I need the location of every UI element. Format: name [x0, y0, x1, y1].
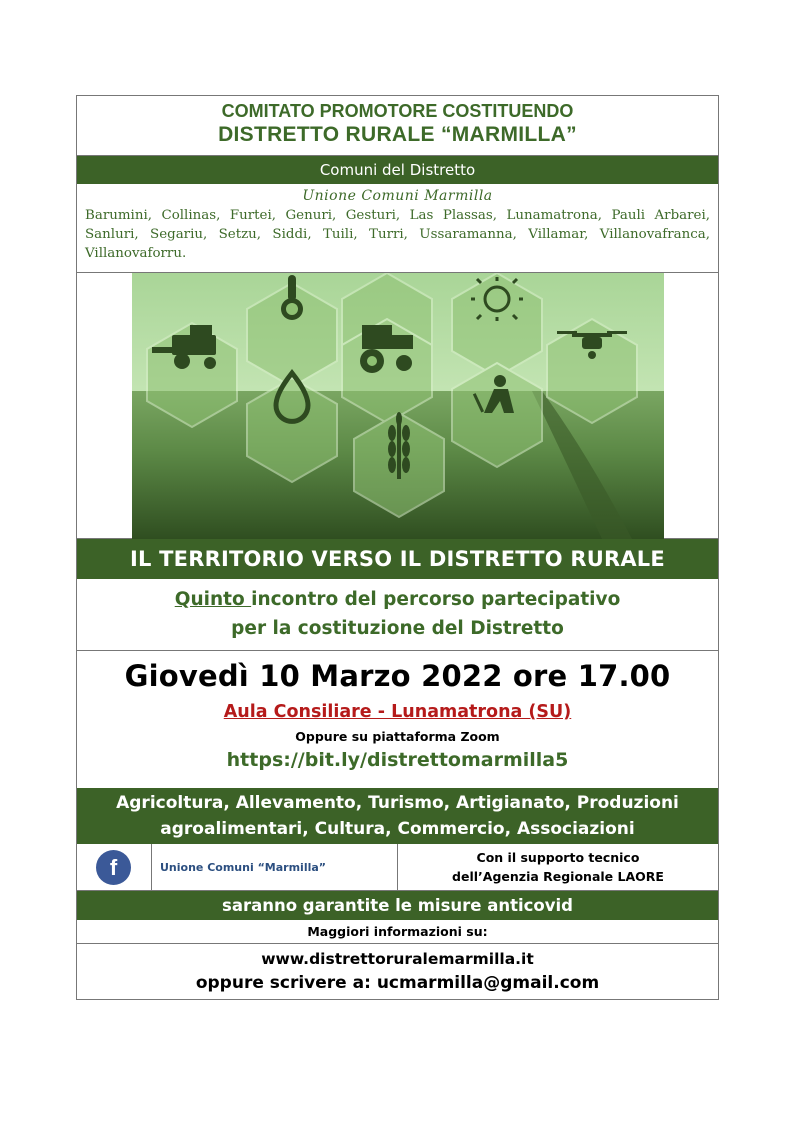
- zoom-link[interactable]: https://bit.ly/distrettomarmilla5: [226, 749, 569, 771]
- event-place: Aula Consiliare - Lunamatrona (SU): [223, 702, 572, 722]
- banner-image: [132, 273, 664, 539]
- subtitle: [77, 579, 718, 651]
- facebook-cell: [77, 844, 152, 891]
- header-line1: COMITATO PROMOTORE COSTITUENDO: [221, 101, 574, 121]
- subtitle-line1: [77, 585, 718, 614]
- support-line2: dell’Agenzia Regionale LAORE: [452, 869, 664, 884]
- event-date: Giovedì 10 Marzo 2022 ore 17.00: [124, 659, 671, 693]
- subtitle-line2: per la costituzione del Distretto: [231, 618, 564, 639]
- partners-row: [77, 844, 718, 891]
- banner-row: [77, 273, 718, 539]
- unione-name: Unione Comuni Marmilla: [302, 188, 493, 204]
- email-contact[interactable]: oppure scrivere a: ucmarmilla@gmail.com: [195, 973, 600, 993]
- subtitle-underlined: Quinto: [174, 589, 252, 610]
- anticovid-bar: saranno garantite le misure anticovid: [77, 891, 718, 920]
- support-line1: Con il supporto tecnico: [476, 850, 640, 865]
- contacts-section: [77, 944, 718, 1001]
- flyer-frame: [76, 95, 719, 1000]
- sectors-line1: Agricoltura, Allevamento, Turismo, Artigianato, Produzioni: [116, 793, 679, 813]
- website-link[interactable]: www.distrettoruralemarmilla.it: [261, 950, 534, 968]
- info-label: Maggiori informazioni su:: [77, 920, 718, 944]
- unione-partner: Unione Comuni “Marmilla”: [152, 844, 398, 891]
- sectors-bar: [77, 788, 718, 844]
- event-section: [77, 651, 718, 788]
- header: [77, 96, 718, 156]
- event-zoom: Oppure su piattaforma Zoom: [295, 729, 500, 744]
- header-line2: DISTRETTO RURALE “MARMILLA”: [218, 123, 577, 146]
- main-title: IL TERRITORIO VERSO IL DISTRETTO RURALE: [77, 539, 718, 579]
- laore-support: [398, 844, 718, 891]
- comuni-list: Barumini, Collinas, Furtei, Genuri, Gesturi, Las Plassas, Lunamatrona, Pauli Arbarei, Sanluri, Segariu, Setzu, Siddi, Tuili, Turri, Ussaramanna, Villamar, Villanovafranca, Villanovaforru.: [85, 208, 710, 261]
- banner-svg: [132, 273, 664, 539]
- sectors-line2: agroalimentari, Cultura, Commercio, Associazioni: [160, 819, 635, 839]
- facebook-icon[interactable]: f: [96, 850, 131, 885]
- comuni-section: [77, 184, 718, 273]
- subtitle-rest: incontro del percorso partecipativo: [251, 589, 621, 610]
- comuni-bar: Comuni del Distretto: [77, 156, 718, 184]
